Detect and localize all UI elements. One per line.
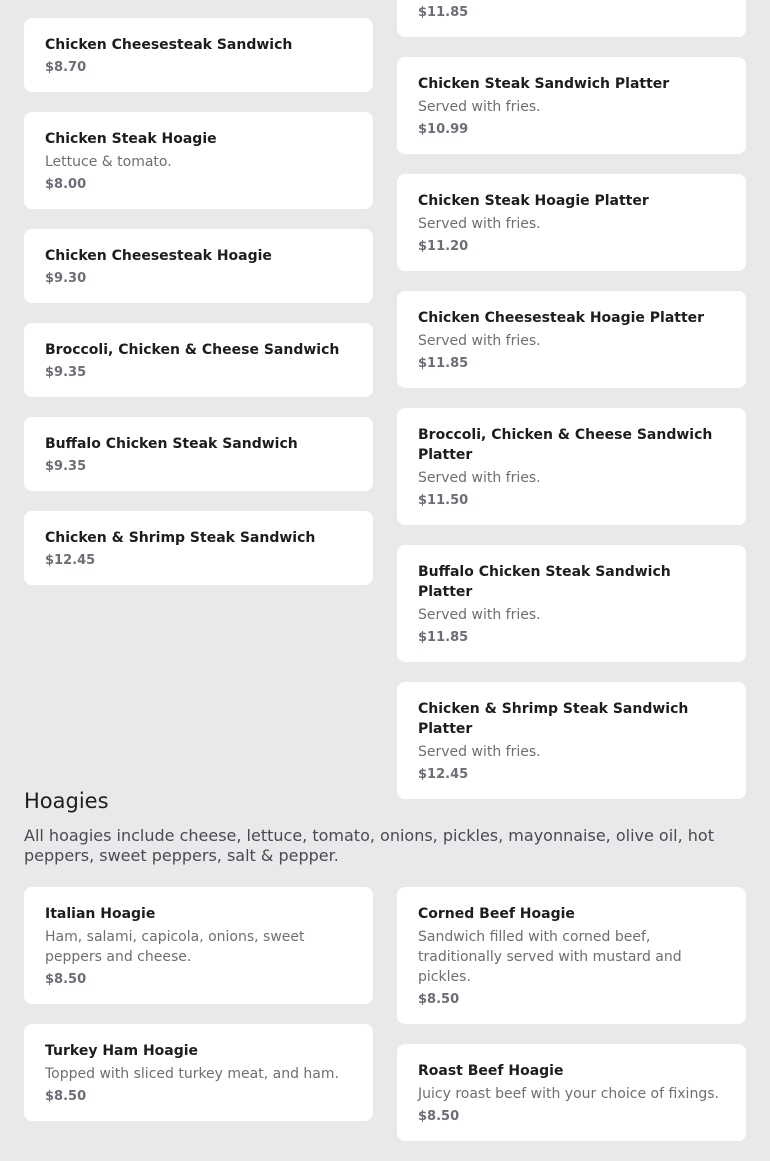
menu-item-card[interactable] xyxy=(397,174,746,271)
menu-item-card[interactable] xyxy=(397,887,746,1024)
menu-item-card[interactable] xyxy=(397,682,746,799)
menu-item-card[interactable] xyxy=(24,323,373,397)
item-description: Served with fries. xyxy=(418,333,541,349)
item-price: $9.35 xyxy=(45,365,87,380)
chicken-left-column xyxy=(24,18,373,605)
item-price: $10.99 xyxy=(418,122,469,137)
menu-item-card[interactable] xyxy=(397,408,746,525)
menu-item-card[interactable] xyxy=(24,511,373,585)
menu-item-card[interactable] xyxy=(397,0,746,37)
item-name: Chicken & Shrimp Steak Sandwich xyxy=(45,530,316,546)
item-description: Served with fries. xyxy=(418,99,541,115)
item-name: Chicken Steak Hoagie Platter xyxy=(418,193,649,209)
item-name: Roast Beef Hoagie xyxy=(418,1063,564,1079)
item-price: $11.85 xyxy=(418,356,469,371)
item-price: $8.50 xyxy=(45,1089,87,1104)
item-name: Italian Hoagie xyxy=(45,906,156,922)
item-price: $11.85 xyxy=(418,5,469,20)
item-price: $11.85 xyxy=(418,630,469,645)
item-description: Juicy roast beef with your choice of fixings. xyxy=(418,1086,719,1102)
item-description: Served with fries. xyxy=(418,470,541,486)
menu-item-card[interactable] xyxy=(24,18,373,92)
item-description: Ham, salami, capicola, onions, sweet peppers and cheese. xyxy=(45,929,305,965)
item-description: Served with fries. xyxy=(418,744,541,760)
menu-item-card[interactable] xyxy=(24,112,373,209)
item-description: Served with fries. xyxy=(418,216,541,232)
menu-item-card[interactable] xyxy=(397,291,746,388)
item-price: $11.20 xyxy=(418,239,469,254)
item-price: $8.00 xyxy=(45,177,87,192)
item-price: $8.70 xyxy=(45,60,87,75)
item-price: $9.30 xyxy=(45,271,87,286)
menu-item-card[interactable] xyxy=(24,417,373,491)
section-description: All hoagies include cheese, lettuce, tomato, onions, pickles, mayonnaise, olive oil, hot peppers, sweet peppers, salt & pepper. xyxy=(24,826,714,865)
item-name: Broccoli, Chicken & Cheese Sandwich xyxy=(45,342,340,358)
item-name: Chicken Steak Sandwich Platter xyxy=(418,76,670,92)
item-price: $8.50 xyxy=(418,992,460,1007)
item-price: $8.50 xyxy=(45,972,87,987)
section-title: Hoagies xyxy=(24,789,109,813)
item-name: Chicken Cheesesteak Hoagie Platter xyxy=(418,310,705,326)
item-name: Corned Beef Hoagie xyxy=(418,906,575,922)
item-price: $8.50 xyxy=(418,1109,460,1124)
item-name: Chicken Cheesesteak Sandwich xyxy=(45,37,293,53)
hoagies-section-header xyxy=(24,786,746,866)
item-name: Chicken Steak Hoagie xyxy=(45,131,217,147)
menu-item-card[interactable] xyxy=(397,57,746,154)
hoagies-left-column xyxy=(24,887,373,1141)
item-price: $11.50 xyxy=(418,493,469,508)
item-name: Buffalo Chicken Steak Sandwich Platter xyxy=(418,564,671,600)
item-description: Sandwich filled with corned beef, traditionally served with mustard and pickles. xyxy=(418,929,682,985)
item-price: $12.45 xyxy=(45,553,96,568)
item-name: Chicken & Shrimp Steak Sandwich Platter xyxy=(418,701,689,737)
menu-item-card[interactable] xyxy=(397,545,746,662)
item-name: Buffalo Chicken Steak Sandwich xyxy=(45,436,298,452)
item-price: $12.45 xyxy=(418,767,469,782)
item-price: $9.35 xyxy=(45,459,87,474)
item-name: Broccoli, Chicken & Cheese Sandwich Platter xyxy=(418,427,713,463)
menu-item-card[interactable] xyxy=(397,1044,746,1141)
hoagies-right-column xyxy=(397,887,746,1161)
item-description: Served with fries. xyxy=(418,607,541,623)
menu-item-card[interactable] xyxy=(24,887,373,1004)
menu-item-card[interactable] xyxy=(24,229,373,303)
item-description: Topped with sliced turkey meat, and ham. xyxy=(45,1066,339,1082)
chicken-right-column xyxy=(397,0,746,819)
menu-item-card[interactable] xyxy=(24,1024,373,1121)
item-name: Chicken Cheesesteak Hoagie xyxy=(45,248,272,264)
item-description: Lettuce & tomato. xyxy=(45,154,172,170)
item-name: Turkey Ham Hoagie xyxy=(45,1043,199,1059)
